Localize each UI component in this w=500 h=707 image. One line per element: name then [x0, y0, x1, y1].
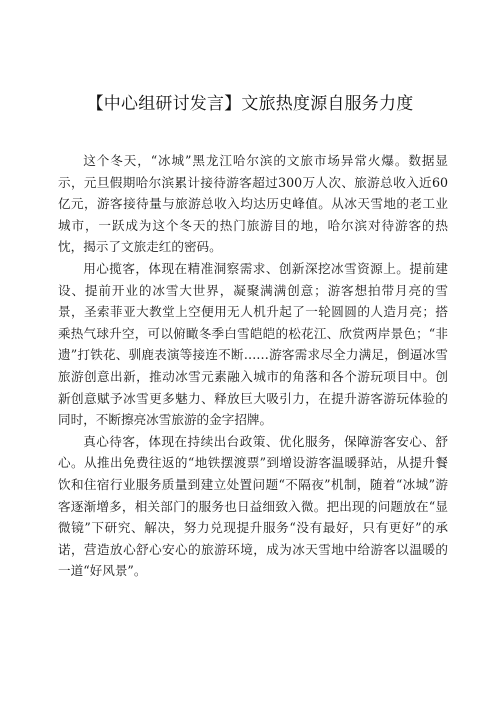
document-body: [58, 150, 448, 582]
paragraph-3: 真心待客，体现在持续出台政策、优化服务，保障游客安心、舒心。从推出免费往返的“地铁摆渡票”到增设游客温暖驿站，从提升餐饮和住宿行业服务质量到建立处置问题“不隔夜”机制，随着“冰城”游客逐渐增多，相关部门的服务也日益细致入微。把出现的问题放在“显微镜”下研究、解决，努力兑现提升服务“没有最好，只有更好”的承诺，营造放心舒心安心的旅游环境，成为冰天雪地中给游客以温暖的一道“好风景”。: [58, 433, 448, 579]
paragraph-2: 用心揽客，体现在精准洞察需求、创新深挖冰雪资源上。提前建设、提前开业的冰雪大世界，凝聚满满创意；游客想拍带月亮的雪景，圣索菲亚大教堂上空便用无人机升起了一轮圆圆的人造月亮；搭乘热气球升空，可以俯瞰冬季白雪皑皑的松花江、欣赏两岸景色；“非遗”打铁花、驯鹿表演等接连不断……游客需求尽全力满足，倒逼冰雪旅游创意出新，推动冰雪元素融入城市的角落和各个游玩项目中。创新创意赋予冰雪更多魅力、释放巨大吸引力，在提升游客游玩体验的同时，不断擦亮冰雪旅游的金字招牌。: [58, 260, 448, 428]
document-title: 【中心组研讨发言】文旅热度源自服务力度: [86, 94, 414, 114]
paragraph-1: 这个冬天，“冰城”黑龙江哈尔滨的文旅市场异常火爆。数据显示，元旦假期哈尔滨累计接待游客超过300万人次、旅游总收入近60亿元，游客接待量与旅游总收入均达历史峰值。从冰天雪地的老工业城市，一跃成为这个冬天的热门旅游目的地，哈尔滨对待游客的热忱，揭示了文旅走红的密码。: [58, 153, 448, 255]
